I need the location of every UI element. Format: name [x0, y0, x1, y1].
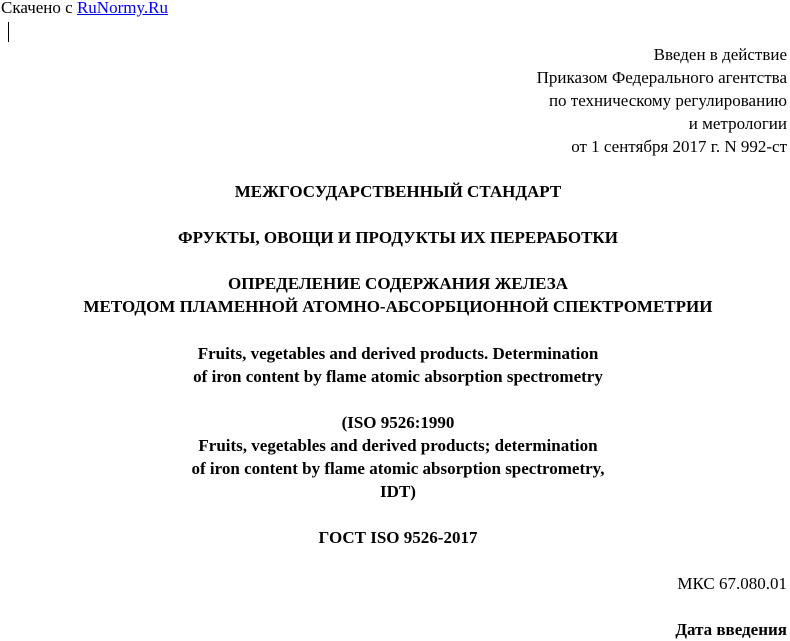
iso-reference-line-4: IDT)	[380, 482, 416, 501]
classification-code: МКС 67.080.01	[677, 574, 787, 593]
source-line	[1, 0, 168, 19]
iso-reference-line-2: Fruits, vegetables and derived products; determination	[198, 436, 598, 455]
standard-type-heading: МЕЖГОСУДАРСТВЕННЫЙ СТАНДАРТ	[234, 182, 562, 201]
main-title: ФРУКТЫ, ОВОЩИ И ПРОДУКТЫ ИХ ПЕРЕРАБОТКИ	[178, 228, 618, 247]
intro-line: Введен в действие	[653, 45, 787, 64]
effective-date-label: Дата введения	[675, 620, 787, 639]
text-cursor	[8, 22, 9, 42]
subtitle-line-1: ОПРЕДЕЛЕНИЕ СОДЕРЖАНИЯ ЖЕЛЕЗА	[228, 274, 568, 293]
intro-line: по техническому регулированию	[548, 91, 787, 110]
intro-block	[537, 43, 787, 158]
iso-reference-line-3: of iron content by flame atomic absorption spectrometry,	[191, 459, 605, 478]
source-prefix: Скачено с	[1, 0, 73, 17]
standard-designation: ГОСТ ISO 9526-2017	[318, 528, 478, 547]
intro-line: от 1 сентября 2017 г. N 992-ст	[571, 137, 787, 156]
subtitle-line-2: МЕТОДОМ ПЛАМЕННОЙ АТОМНО-АБСОРБЦИОННОЙ СПЕКТРОМЕТРИИ	[83, 297, 713, 316]
intro-line: Приказом Федерального агентства	[536, 68, 787, 87]
english-title-line-2: of iron content by flame atomic absorption spectrometry	[193, 367, 603, 386]
iso-reference-line-1: (ISO 9526:1990	[341, 413, 455, 432]
intro-line: и метрологии	[688, 114, 787, 133]
english-title-line-1: Fruits, vegetables and derived products. Determination	[197, 344, 599, 363]
runormy-link[interactable]: RuNormy.Ru	[76, 0, 168, 17]
